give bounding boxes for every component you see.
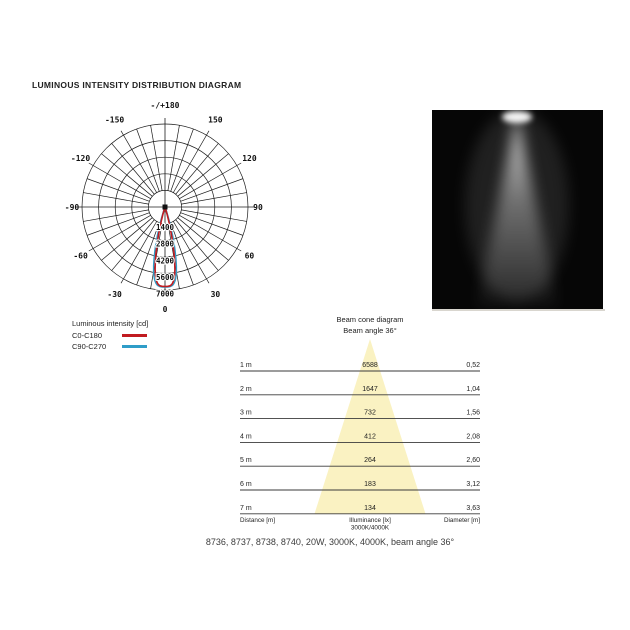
column-label-illuminance: Illuminance [lx] bbox=[349, 516, 391, 524]
product-caption: 8736, 8737, 8738, 8740, 20W, 3000K, 4000K, beam angle 36° bbox=[205, 537, 455, 547]
column-label-distance: Distance [m] bbox=[240, 516, 275, 524]
angle-label: 30 bbox=[210, 290, 221, 300]
c0-c180-color-swatch bbox=[122, 334, 147, 337]
angle-label: -90 bbox=[64, 202, 80, 212]
column-label-diameter: Diameter [m] bbox=[443, 516, 480, 524]
angle-label: -150 bbox=[104, 115, 125, 125]
ring-value-label: 4200 bbox=[155, 256, 175, 266]
c90-c270-color-swatch bbox=[122, 345, 147, 348]
polar-tick bbox=[237, 163, 241, 166]
angle-label: 120 bbox=[242, 154, 257, 164]
page-title: LUMINOUS INTENSITY DISTRIBUTION DIAGRAM bbox=[32, 80, 242, 90]
beam-photo-image bbox=[432, 110, 603, 309]
polar-spoke bbox=[168, 125, 180, 190]
polar-spoke bbox=[151, 125, 163, 190]
polar-spoke bbox=[171, 129, 194, 191]
ring-value-label: 5600 bbox=[155, 272, 175, 282]
polar-spoke bbox=[181, 193, 246, 205]
polar-tick bbox=[89, 163, 93, 166]
illuminance-value: 134 bbox=[364, 504, 376, 512]
angle-label: -120 bbox=[70, 154, 91, 164]
angle-label: 90 bbox=[253, 202, 263, 212]
legend-title: Luminous intensity [cd] bbox=[72, 319, 149, 328]
illuminance-value: 1647 bbox=[362, 385, 378, 393]
polar-spoke bbox=[83, 193, 148, 205]
polar-tick bbox=[207, 131, 210, 135]
polar-spoke bbox=[83, 210, 148, 222]
polar-spoke bbox=[181, 210, 246, 222]
distance-value: 6 m bbox=[240, 481, 252, 488]
ring-value-label: 1400 bbox=[155, 223, 175, 233]
polar-spoke bbox=[181, 179, 243, 202]
diameter-value: 1,56 bbox=[466, 409, 480, 417]
distance-value: 1 m bbox=[240, 362, 252, 369]
polar-spoke bbox=[87, 179, 149, 202]
legend bbox=[72, 319, 148, 352]
beam-cone-subtitle: Beam angle 36° bbox=[343, 325, 397, 335]
distance-value: 4 m bbox=[240, 433, 252, 441]
polar-tick bbox=[121, 279, 124, 283]
beam-cone-title: Beam cone diagram bbox=[336, 315, 404, 324]
distance-value: 3 m bbox=[240, 409, 252, 417]
angle-label: -60 bbox=[73, 251, 88, 261]
illuminance-value: 732 bbox=[364, 409, 376, 417]
legend-label-c0-c180: C0-C180 bbox=[72, 331, 103, 340]
angle-label: 0 bbox=[162, 304, 168, 314]
ring-value-label: 7000 bbox=[155, 289, 175, 299]
diameter-value: 3,63 bbox=[466, 504, 480, 512]
diameter-value: 3,12 bbox=[466, 481, 480, 488]
fixture-marker bbox=[163, 205, 168, 210]
diameter-value: 1,04 bbox=[466, 385, 480, 393]
legend-item-c90-c270 bbox=[72, 341, 148, 352]
angle-label: -30 bbox=[107, 290, 122, 300]
distance-value: 5 m bbox=[240, 457, 252, 465]
diameter-value: 2,60 bbox=[466, 457, 480, 465]
illuminance-value: 264 bbox=[364, 457, 376, 465]
polar-spoke bbox=[137, 129, 160, 191]
ring-value-label: 2800 bbox=[155, 239, 175, 249]
polar-tick bbox=[89, 249, 93, 252]
distance-value: 7 m bbox=[240, 504, 252, 512]
polar-intensity-chart bbox=[0, 90, 320, 330]
photo-shadow bbox=[432, 309, 605, 311]
polar-tick bbox=[237, 249, 241, 252]
diameter-value: 0,52 bbox=[466, 362, 480, 369]
beam-cone-diagram bbox=[230, 330, 490, 542]
polar-tick bbox=[207, 279, 210, 283]
legend-label-c90-c270: C90-C270 bbox=[72, 342, 107, 351]
angle-label: 150 bbox=[208, 115, 223, 125]
distance-value: 2 m bbox=[240, 385, 252, 393]
polar-spoke bbox=[181, 213, 243, 236]
column-label-cct: 3000K/4000K bbox=[350, 524, 390, 532]
polar-spoke bbox=[87, 213, 149, 236]
beam-photo bbox=[432, 110, 603, 309]
angle-label: -/+180 bbox=[150, 100, 180, 110]
illuminance-value: 6588 bbox=[362, 362, 378, 369]
illuminance-value: 412 bbox=[364, 433, 376, 441]
polar-tick bbox=[121, 131, 124, 135]
diameter-value: 2,08 bbox=[466, 433, 480, 441]
legend-item-c0-c180 bbox=[72, 330, 148, 341]
angle-label: 60 bbox=[244, 251, 255, 261]
illuminance-value: 183 bbox=[364, 481, 376, 488]
